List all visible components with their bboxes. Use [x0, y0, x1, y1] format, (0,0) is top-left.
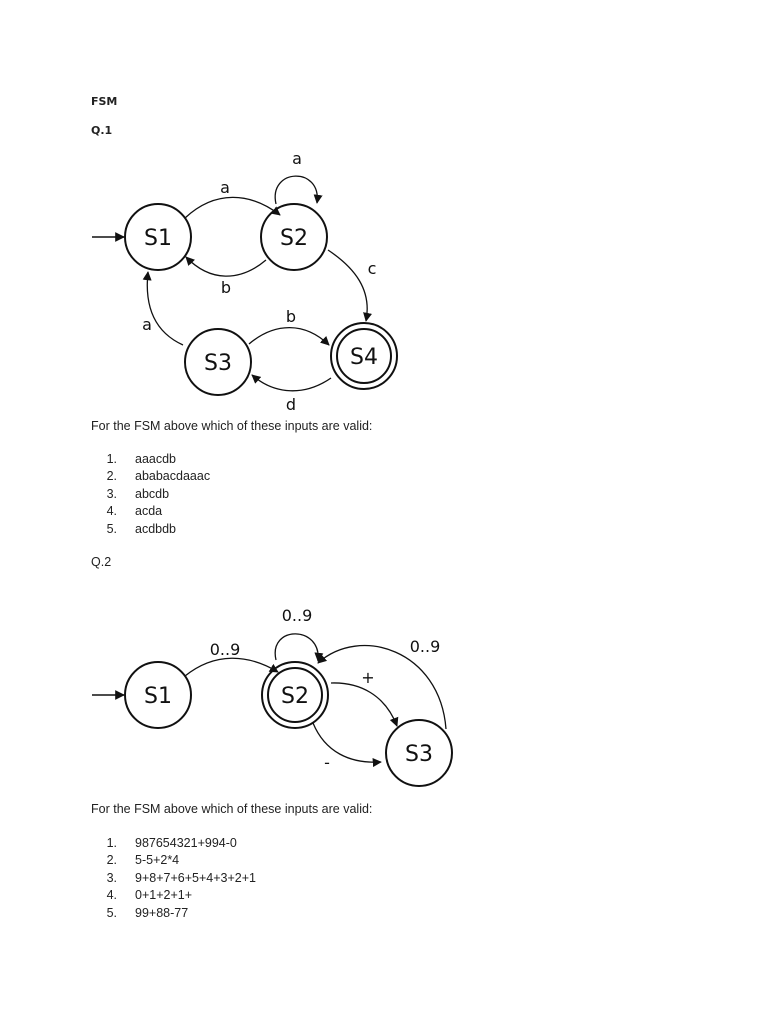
- option-text: aaacdb: [135, 452, 177, 466]
- edge-s3-s2: [318, 646, 446, 729]
- state-s2-label: S2: [280, 226, 308, 251]
- state-s1-label: S1: [144, 684, 172, 709]
- edge-label-s2-loop: a: [292, 149, 302, 168]
- edge-label-s3-s1: a: [142, 315, 152, 334]
- list-item: 1. 987654321+994-0: [106, 836, 237, 850]
- state-s3-label: S3: [405, 742, 433, 767]
- option-text: 5-5+2*4: [135, 853, 180, 868]
- fsm-diagram-q1: [0, 0, 768, 420]
- state-s3-label: S3: [204, 351, 232, 376]
- list-item: 2. ababacdaaac: [106, 469, 211, 484]
- edge-label-s3-s4: b: [285, 307, 297, 326]
- question-2-options: [91, 835, 256, 922]
- option-text: ababacdaaac: [135, 469, 211, 484]
- edge-label-s4-s3: d: [285, 395, 297, 414]
- question-1-label: Q.1: [91, 124, 113, 137]
- edge-label-s2-s3-minus: -: [324, 753, 330, 772]
- list-item: 4. acda: [106, 504, 163, 519]
- question-2-prompt: For the FSM above which of these inputs are valid:: [91, 802, 373, 816]
- option-text: 99+88-77: [135, 905, 189, 920]
- option-text: acdbdb: [135, 521, 177, 536]
- edge-label-s1-s2: a: [220, 178, 230, 197]
- list-item: 5. 99+88-77: [106, 905, 189, 920]
- list-item: 5. acdbdb: [106, 521, 177, 536]
- edge-s4-s3: [252, 375, 331, 391]
- fsm-diagram-q2: [0, 590, 768, 800]
- document-title: FSM: [91, 95, 118, 108]
- option-text: 9+8+7+6+5+4+3+2+1: [135, 870, 256, 885]
- question-1-prompt: For the FSM above which of these inputs are valid:: [91, 419, 373, 433]
- option-text: abcdb: [135, 486, 170, 501]
- edge-label-s2-s4: c: [367, 259, 377, 278]
- state-s1-label: S1: [144, 226, 172, 251]
- edge-label-s2-s1: b: [220, 278, 232, 297]
- edge-s2-s1: [186, 257, 266, 276]
- list-item: 2. 5-5+2*4: [106, 853, 180, 868]
- state-s4-label: S4: [350, 345, 378, 370]
- edge-label-s1-s2: 0..9: [209, 640, 241, 659]
- list-item: 3. abcdb: [106, 486, 170, 501]
- list-item: 1. aaacdb: [106, 452, 177, 466]
- edge-label-s3-s2: 0..9: [409, 637, 441, 656]
- edge-s2-loop: [275, 176, 317, 204]
- edge-s1-s2: [185, 197, 280, 218]
- edge-s3-s1: [147, 272, 183, 345]
- edge-s2-s4: [328, 250, 367, 321]
- list-item: 3. 9+8+7+6+5+4+3+2+1: [106, 870, 256, 885]
- option-text: 0+1+2+1+: [135, 888, 193, 903]
- list-item: 4. 0+1+2+1+: [106, 888, 193, 903]
- state-s2-label: S2: [281, 684, 309, 709]
- edge-s2-loop: [275, 634, 318, 661]
- edge-s2-s3-plus: [331, 683, 397, 726]
- option-text: acda: [135, 504, 163, 519]
- question-1-options: [91, 451, 210, 538]
- edge-s3-s4: [249, 328, 329, 345]
- edge-label-s2-loop: 0..9: [281, 606, 313, 625]
- edge-label-s2-s3-plus: +: [361, 668, 375, 687]
- question-2-label: Q.2: [91, 555, 112, 569]
- edge-s1-s2: [185, 658, 278, 676]
- option-text: 987654321+994-0: [135, 836, 237, 850]
